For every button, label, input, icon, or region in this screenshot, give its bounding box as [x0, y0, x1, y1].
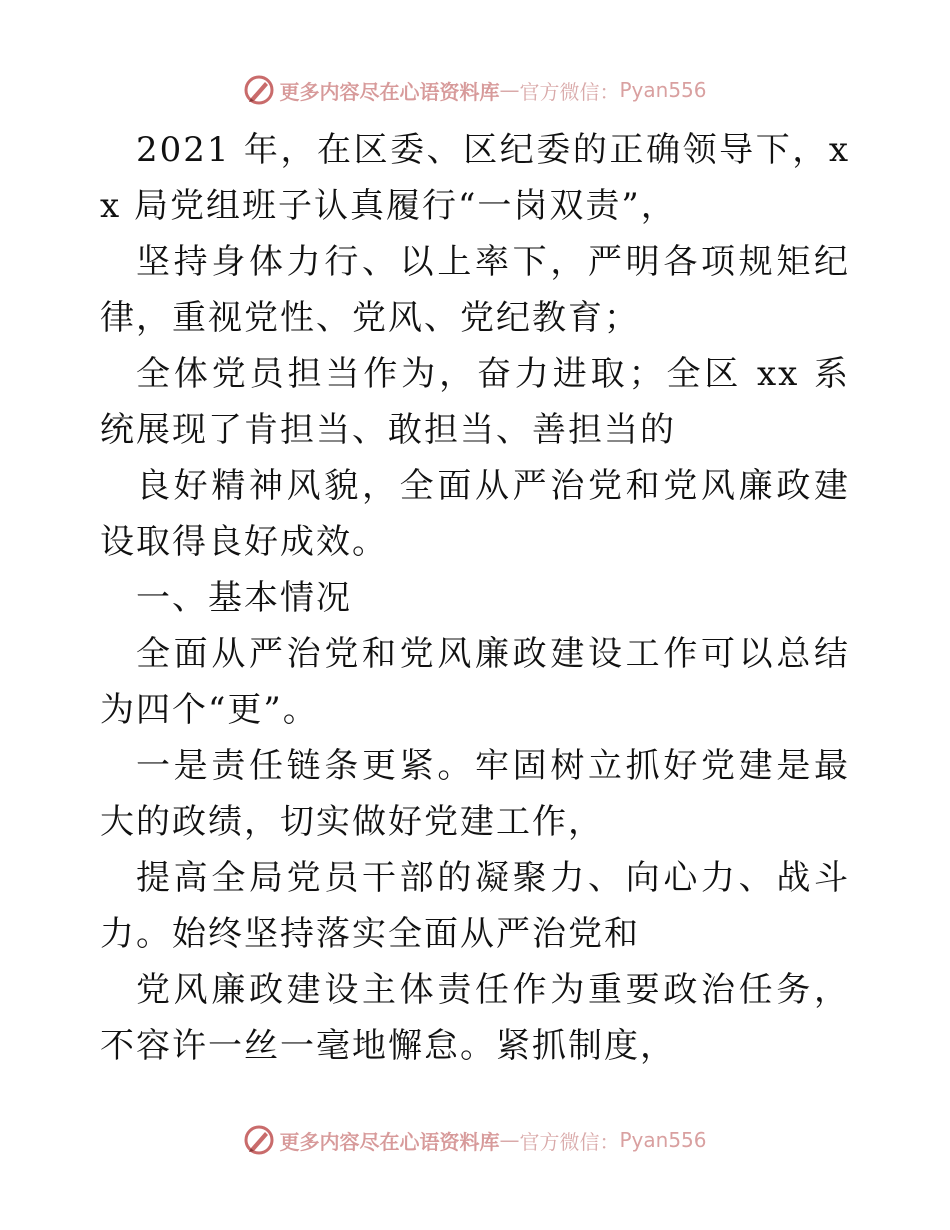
pen-logo-icon	[243, 1124, 275, 1156]
watermark-dash: —	[499, 1128, 520, 1152]
paragraph: 全面从严治党和党风廉政建设工作可以总结为四个“更”。	[100, 634, 850, 730]
watermark-wechat-label: 官方微信：	[519, 1129, 620, 1154]
watermark-wechat-label: 官方微信：	[519, 79, 620, 104]
watermark-wechat-id: Pyan556	[619, 1128, 707, 1152]
paragraph: 提高全局党员干部的凝聚力、向心力、战斗力。始终坚持落实全面从严治党和	[100, 858, 850, 954]
paragraph: 坚持身体力行、以上率下，严明各项规矩纪律，重视党性、党风、党纪教育；	[100, 242, 850, 338]
footer-watermark	[0, 1120, 950, 1160]
watermark-main-text: 更多内容尽在心语资料库	[279, 79, 500, 104]
watermark-wechat-id: Pyan556	[619, 78, 707, 102]
paragraph: 一是责任链条更紧。牢固树立抓好党建是最大的政绩，切实做好党建工作，	[100, 746, 850, 842]
watermark-main-text: 更多内容尽在心语资料库	[279, 1129, 500, 1154]
paragraph: 全体党员担当作为，奋力进取；全区 xx 系统展现了肯担当、敢担当、善担当的	[100, 354, 850, 450]
pen-logo-icon	[243, 74, 275, 106]
paragraph: 党风廉政建设主体责任作为重要政治任务，不容许一丝一毫地懈怠。紧抓制度，	[100, 970, 850, 1066]
watermark-dash: —	[499, 78, 520, 102]
header-watermark	[0, 70, 950, 110]
document-body	[100, 122, 850, 1074]
paragraph: 良好精神风貌，全面从严治党和党风廉政建设取得良好成效。	[100, 466, 850, 562]
section-heading: 一、基本情况	[136, 578, 352, 618]
paragraph: 2021 年，在区委、区纪委的正确领导下，xx 局党组班子认真履行“一岗双责”，	[100, 130, 850, 226]
